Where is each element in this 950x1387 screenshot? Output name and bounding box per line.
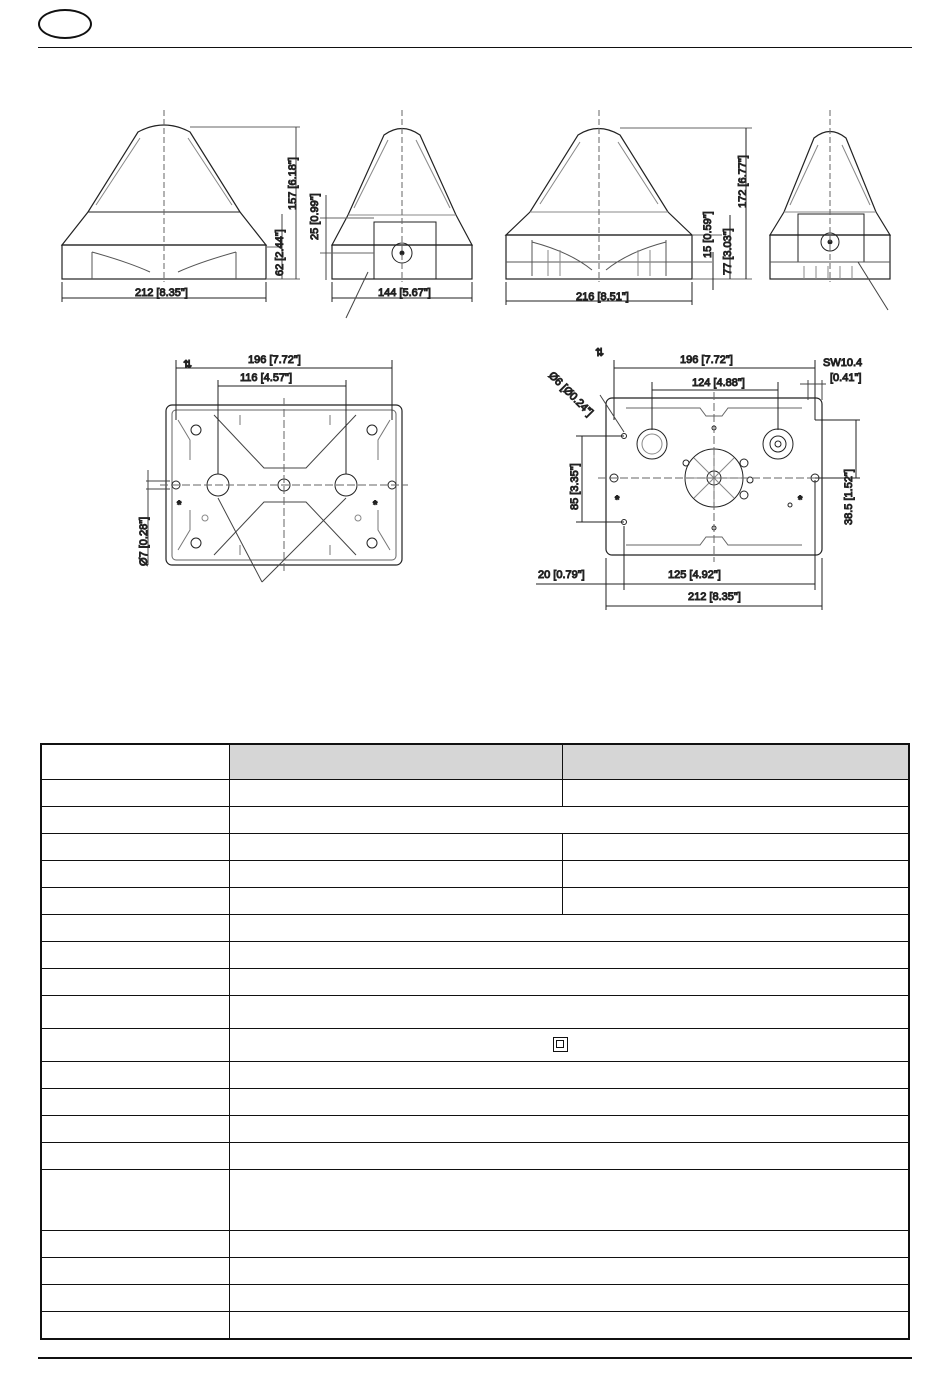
v3-base-label: 77 [3.03"]	[722, 228, 734, 275]
table-row	[41, 888, 909, 915]
b2-total-label: 212 [8.35"]	[688, 591, 741, 603]
v3-width-label: 216 [8.51"]	[576, 291, 629, 303]
table-header-cell	[229, 744, 562, 780]
v3-height-label: 172 [6.77"]	[737, 155, 749, 208]
footer-rule	[38, 1357, 912, 1359]
front-view-1	[62, 110, 300, 302]
specification-table	[40, 743, 910, 1340]
table-row	[41, 1089, 909, 1116]
table-row	[41, 915, 909, 942]
table-row	[41, 1231, 909, 1258]
v2-gap-label: 25 [0.99"]	[309, 193, 321, 240]
table-row	[41, 969, 909, 996]
table-row	[41, 1312, 909, 1340]
table-row	[41, 834, 909, 861]
front-view-2	[506, 110, 752, 305]
table-row	[41, 780, 909, 807]
table-cell	[41, 744, 229, 780]
b2-edge-label: 20 [0.79"]	[538, 569, 585, 581]
v2-width-label: 144 [5.67"]	[378, 287, 431, 299]
table-row	[41, 1116, 909, 1143]
table-header-row	[41, 744, 909, 780]
b2-asterisk-right: *	[798, 494, 803, 506]
table-row	[41, 1029, 909, 1062]
table-row	[41, 942, 909, 969]
b2-h2-label: 38.5 [1.52"]	[843, 469, 855, 525]
table-row	[41, 1170, 909, 1231]
table-row	[41, 807, 909, 834]
double-square-icon	[553, 1037, 568, 1052]
b1-small-mark: ⇅	[183, 359, 193, 371]
table-row	[41, 1285, 909, 1312]
table-row	[41, 996, 909, 1029]
side-view-2	[770, 110, 890, 310]
b1-inner-label: 116 [4.57"]	[240, 372, 293, 384]
table-row	[41, 1258, 909, 1285]
b2-small-mark: ⇅	[595, 347, 605, 359]
table-header-cell	[562, 744, 909, 780]
table-row	[41, 1143, 909, 1170]
b2-hole-label: Ø6 [Ø0.24"]	[545, 369, 596, 419]
b2-h1-label: 85 [3.35"]	[569, 463, 581, 510]
b2-mid-label: 125 [4.92"]	[668, 569, 721, 581]
b1-hole-label: Ø7 [0.28"]	[138, 516, 150, 566]
b1-asterisk-left: *	[177, 499, 182, 511]
v1-base-label: 62 [2.44"]	[274, 229, 286, 276]
v1-height-label: 157 [6.18"]	[287, 157, 299, 210]
bottom-view-1	[146, 360, 408, 582]
b2-asterisk-left: *	[615, 494, 620, 506]
b1-asterisk-right: *	[373, 499, 378, 511]
b1-outer-label: 196 [7.72"]	[248, 354, 301, 366]
b2-inner-label: 124 [4.88"]	[692, 377, 745, 389]
b2-sw-label: SW10.4	[823, 357, 863, 369]
table-row	[41, 1062, 909, 1089]
b2-sw-inch-label: [0.41"]	[830, 372, 862, 384]
b2-outer-label: 196 [7.72"]	[680, 354, 733, 366]
v1-width-label: 212 [8.35"]	[135, 287, 188, 299]
table-row	[41, 861, 909, 888]
v3-sub-label: 15 [0.59"]	[702, 211, 714, 258]
